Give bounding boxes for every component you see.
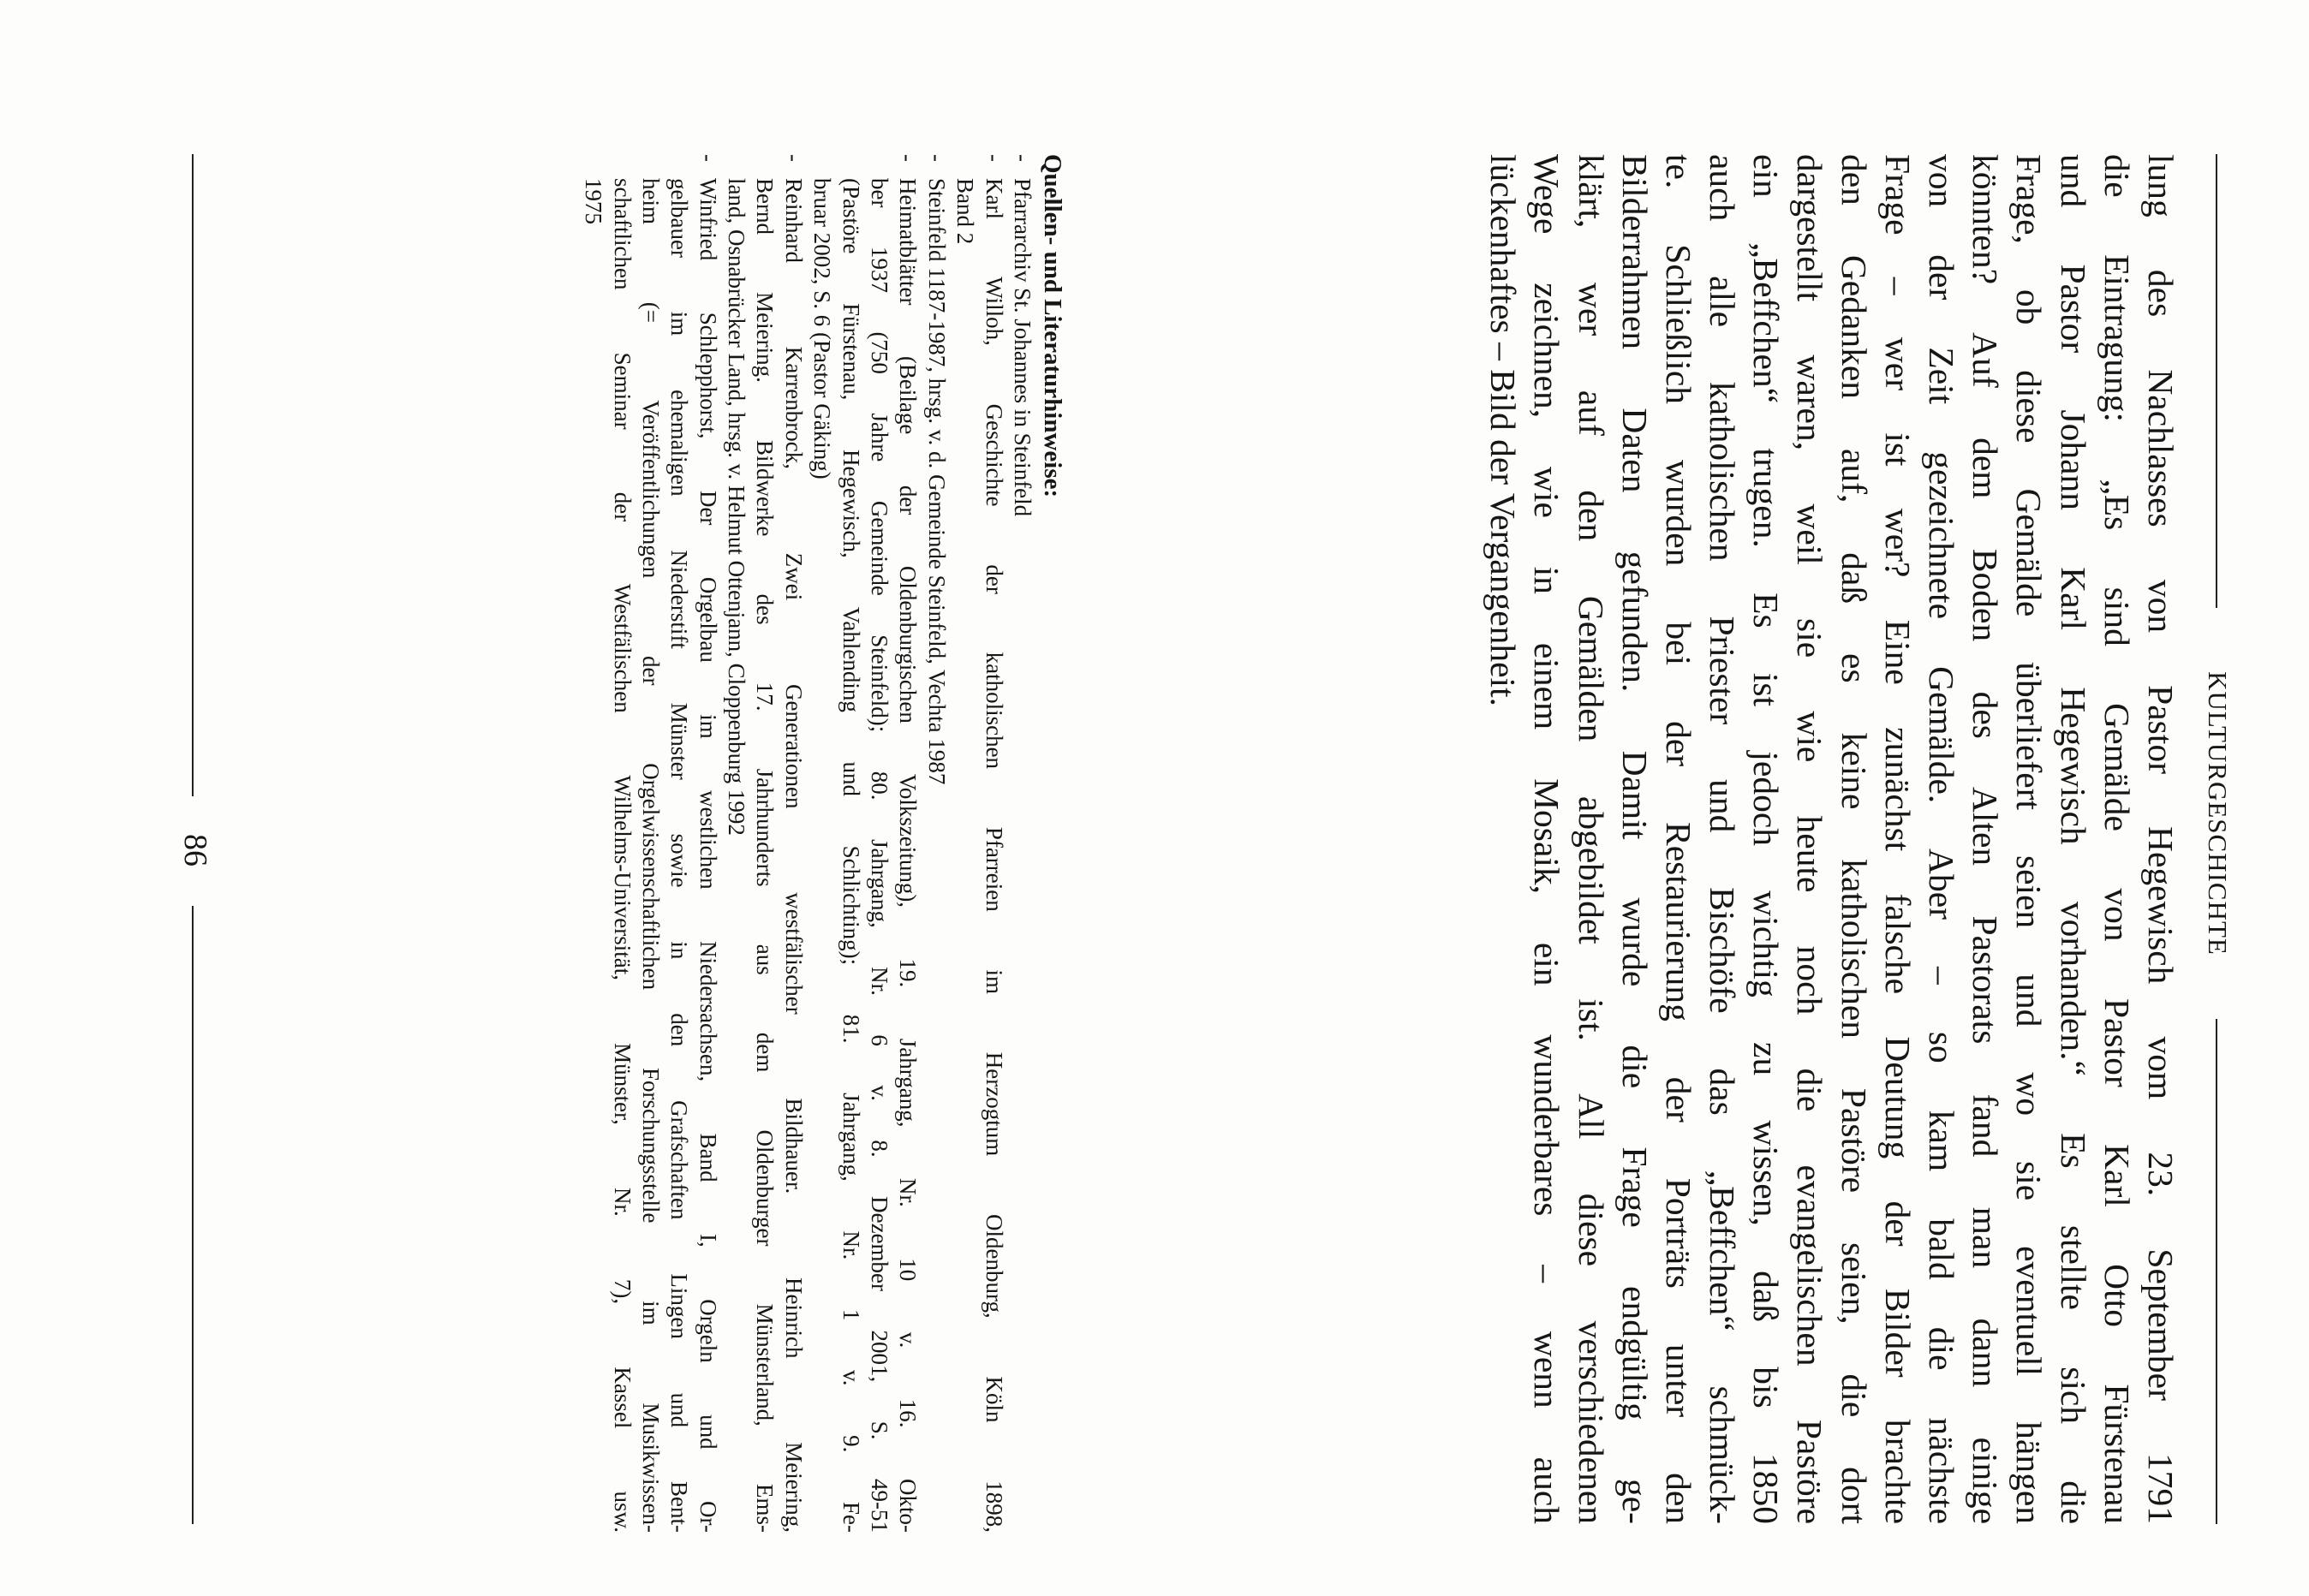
body-text-line: Wege zeichnen, wie in einem Mosaik, ein wunderbares – wenn auch <box>1527 154 1567 1524</box>
reference-bullet: - <box>780 154 807 162</box>
reference-bullet: - <box>895 154 922 162</box>
body-text-line: den Gedanken auf, daß es keine katholischen Pastöre seien, die dort <box>1834 154 1874 1524</box>
reference-line: bruar 2002, S. 6 (Pastor Gäking) <box>809 178 836 479</box>
reference-item <box>951 154 1008 1533</box>
reference-line: Karl Willoh, Geschichte der katholischen Pfarreien im Herzogtum Oldenburg, Köln 1898, <box>981 178 1007 1533</box>
reference-line: Heimatblätter (Beilage der Oldenburgischen Volkszeitung), 19. Jahrgang, Nr. 10 v. 16. Okto- <box>895 178 922 1533</box>
reference-bullet: - <box>1010 154 1035 162</box>
reference-line: Reinhard Karrenbrock, Zwei Generationen westfälischer Bildhauer. Heinrich Meiering, <box>780 178 807 1533</box>
reference-bullet: - <box>695 154 721 162</box>
header-rule-right <box>2216 1019 2217 1524</box>
reference-item <box>1008 154 1036 1533</box>
body-text-line: Frage – wer ist wer? Eine zunächst falsche Deutung der Bilder brachte <box>1877 154 1918 1524</box>
body-text-line: dargestellt waren, weil sie wie heute noch die evangelischen Pastöre <box>1790 154 1830 1524</box>
body-text-line: lung des Nachlasses von Pastor Hegewisch vom 23. September 1791 <box>2141 154 2181 1524</box>
reference-line: Bernd Meiering. Bildwerke des 17. Jahrhunderts aus dem Oldenburger Münsterland, Ems- <box>752 178 779 1533</box>
reference-bullet: - <box>981 154 1007 162</box>
reference-line: (Pastöre Fürstenau, Hegewisch, Vahlending und Schlichting); 81. Jahrgang, Nr. 1 v. 9. Fe- <box>838 178 864 1533</box>
body-text-line: könnten? Auf dem Boden des Alten Pastorats fand man dann einige <box>1966 154 2006 1524</box>
body-text-line: ein „Beffchen“ trugen. Es ist jedoch wichtig zu wissen, daß bis 1850 <box>1746 154 1787 1524</box>
body-text-line: te. Schließlich wurden bei der Restaurierung der Porträts unter den <box>1658 154 1698 1524</box>
body-text-line: Frage, ob diese Gemälde überliefert seien und wo sie eventuell hängen <box>2009 154 2049 1524</box>
body-text-line: klärt, wer auf den Gemälden abgebildet ist. All diese verschiedenen <box>1571 154 1611 1524</box>
reference-line: heim (= Veröffentlichungen der Orgelwissenschaftlichen Forschungsstelle im Musikwissen- <box>637 178 664 1533</box>
reference-line: schaftlichen Seminar der Westfälischen Wilhelms-Universität, Münster, Nr. 7), Kassel usw. <box>609 178 635 1533</box>
reference-item <box>722 154 808 1533</box>
reference-line: Band 2 <box>952 178 979 245</box>
reference-bullet: - <box>923 154 950 162</box>
reference-line: gelbauer im ehemaligen Niederstift Münster sowie in den Grafschaften Lingen und Bent- <box>666 178 693 1533</box>
header-title: KULTURGESCHICHTE <box>2203 671 2233 956</box>
body-text-line: Bilderrahmen Daten gefunden. Damit wurde die Frage endgültig ge- <box>1614 154 1655 1524</box>
footer-rule-left <box>192 154 194 796</box>
reference-line: ber 1937 (750 Jahre Gemeinde Steinfeld); 80. Jahrgang, Nr. 6 v. 8. Dezember 2001, S. 49-51 <box>867 178 893 1533</box>
header-rule-left <box>2216 154 2217 608</box>
reference-item <box>808 154 922 1533</box>
reference-line: land, Osnabrücker Land, hrsg. v. Helmut Ottenjann, Cloppenburg 1992 <box>724 178 750 836</box>
reference-item <box>922 154 950 1533</box>
reference-line: Pfarrarchiv St. Johannes in Steinfeld <box>1010 178 1035 517</box>
body-text-line: und Pastor Johann Karl Hegewisch vorhanden.“ Es stellte sich die <box>2053 154 2093 1524</box>
references-list <box>579 154 1036 1533</box>
body-text-line: die Eintragung: „Es sind Gemälde von Pastor Karl Otto Fürstenau <box>2097 154 2137 1524</box>
reference-line: Steinfeld 1187-1987, hrsg. v. d. Gemeinde Steinfeld, Vechta 1987 <box>923 178 950 785</box>
reference-line: 1975 <box>581 178 607 224</box>
reference-item <box>579 154 722 1533</box>
references-heading: Quellen- und Literaturhinweise: <box>1039 154 1066 498</box>
reference-line: Winfried Schlepphorst, Der Orgelbau im westlichen Niedersachsen, Band I, Orgeln und Or- <box>695 178 721 1533</box>
body-text-line: auch alle katholischen Priester und Bischöfe das „Beffchen“ schmück- <box>1703 154 1743 1524</box>
page-number: 86 <box>177 834 213 866</box>
body-text-line: lückenhaftes – Bild der Vergangenheit. <box>1483 154 1524 706</box>
main-text <box>1481 154 2182 1524</box>
footer-rule-right <box>192 906 194 1524</box>
body-text-line: von der Zeit gezeichnete Gemälde. Aber – so kam bald die nächste <box>1922 154 1962 1524</box>
